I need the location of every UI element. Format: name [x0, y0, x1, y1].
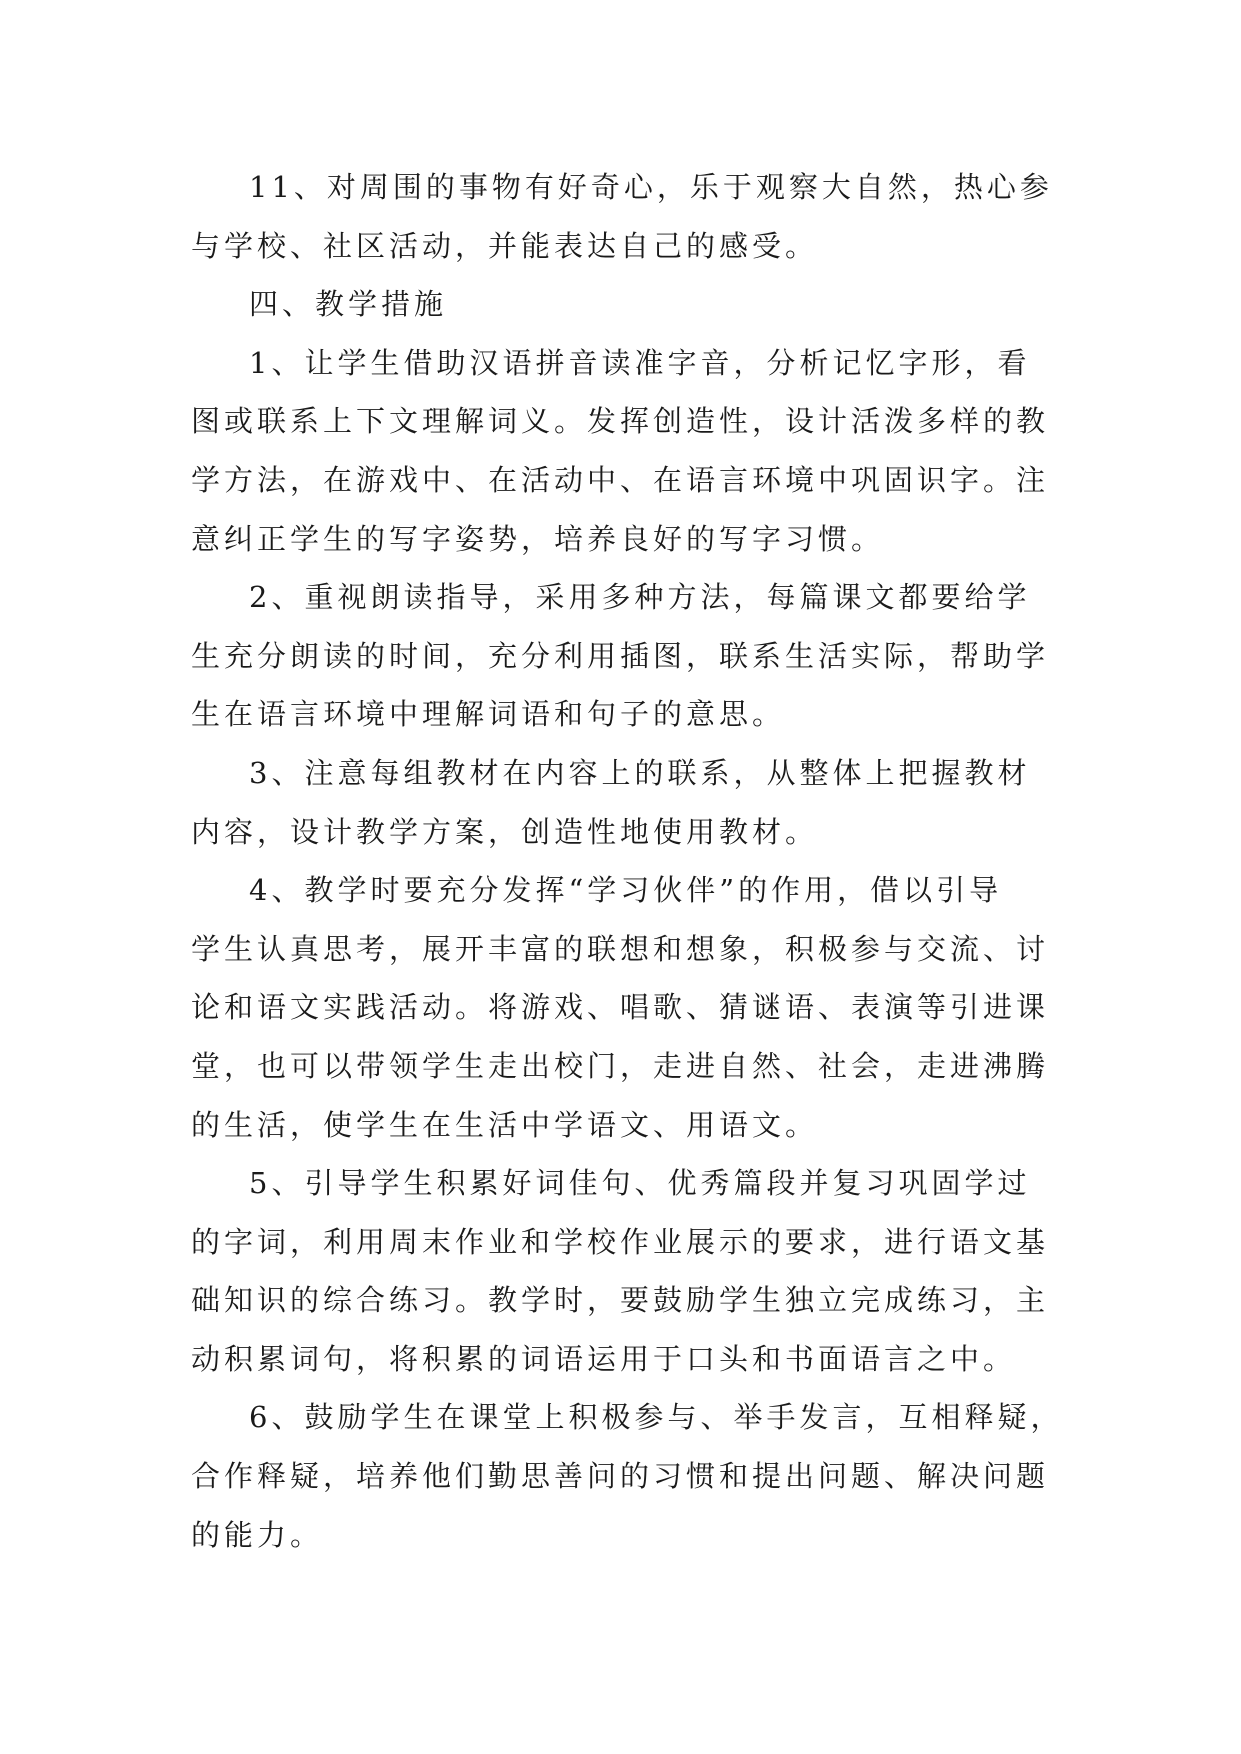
- text-line: 生充分朗读的时间，充分利用插图，联系生活实际，帮助学: [191, 638, 1050, 673]
- paragraph-measure-5: [191, 1154, 1051, 1388]
- text-line: 意纠正学生的写字姿势，培养良好的写字习惯。: [191, 521, 885, 556]
- text-line: 与学校、社区活动，并能表达自己的感受。: [191, 228, 819, 263]
- text-line: 图或联系上下文理解词义。发挥创造性，设计活泼多样的教: [191, 404, 1050, 439]
- text-line: 堂，也可以带领学生走出校门，走进自然、社会，走进沸腾: [191, 1048, 1050, 1083]
- document-page: [191, 158, 1064, 1564]
- text-line: 学方法，在游戏中、在活动中、在语言环境中巩固识字。注: [191, 462, 1050, 497]
- text-line: 合作释疑，培养他们勤思善问的习惯和提出问题、解决问题: [191, 1459, 1050, 1494]
- paragraph-item-11: [191, 158, 1051, 275]
- paragraph-measure-1: [191, 334, 1051, 568]
- text-line: 生在语言环境中理解词语和句子的意思。: [191, 697, 786, 732]
- text-line: 动积累词句，将积累的词语运用于口头和书面语言之中。: [191, 1341, 1017, 1376]
- text-line: 5、引导学生积累好词佳句、优秀篇段并复习巩固学过: [249, 1166, 1031, 1201]
- text-line: 学生认真思考，展开丰富的联想和想象，积极参与交流、讨: [191, 931, 1050, 966]
- text-line: 的能力。: [191, 1517, 324, 1552]
- text-line: 论和语文实践活动。将游戏、唱歌、猜谜语、表演等引进课: [191, 990, 1050, 1025]
- section-heading-text: 四、教学措施: [249, 287, 448, 322]
- paragraph-measure-6: [191, 1388, 1064, 1564]
- paragraph-measure-2: [191, 568, 1051, 744]
- section-heading: [191, 275, 1051, 334]
- text-line: 6、鼓励学生在课堂上积极参与、举手发言，互相释疑，: [249, 1400, 1064, 1435]
- text-line: 3、注意每组教材在内容上的联系，从整体上把握教材: [249, 755, 1031, 790]
- text-line: 1、让学生借助汉语拼音读准字音，分析记忆字形，看: [249, 345, 1031, 380]
- text-line: 2、重视朗读指导，采用多种方法，每篇课文都要给学: [249, 580, 1031, 615]
- text-line: 的字词，利用周末作业和学校作业展示的要求，进行语文基: [191, 1224, 1050, 1259]
- text-line: 11、对周围的事物有好奇心，乐于观察大自然，热心参: [249, 170, 1053, 204]
- text-line: 内容，设计教学方案，创造性地使用教材。: [191, 814, 819, 849]
- paragraph-measure-4: [191, 861, 1051, 1154]
- paragraph-measure-3: [191, 744, 1051, 861]
- text-line: 础知识的综合练习。教学时，要鼓励学生独立完成练习，主: [191, 1283, 1050, 1318]
- text-line: 4、教学时要充分发挥“学习伙伴”的作用，借以引导: [249, 873, 1003, 908]
- text-line: 的生活，使学生在生活中学语文、用语文。: [191, 1107, 819, 1142]
